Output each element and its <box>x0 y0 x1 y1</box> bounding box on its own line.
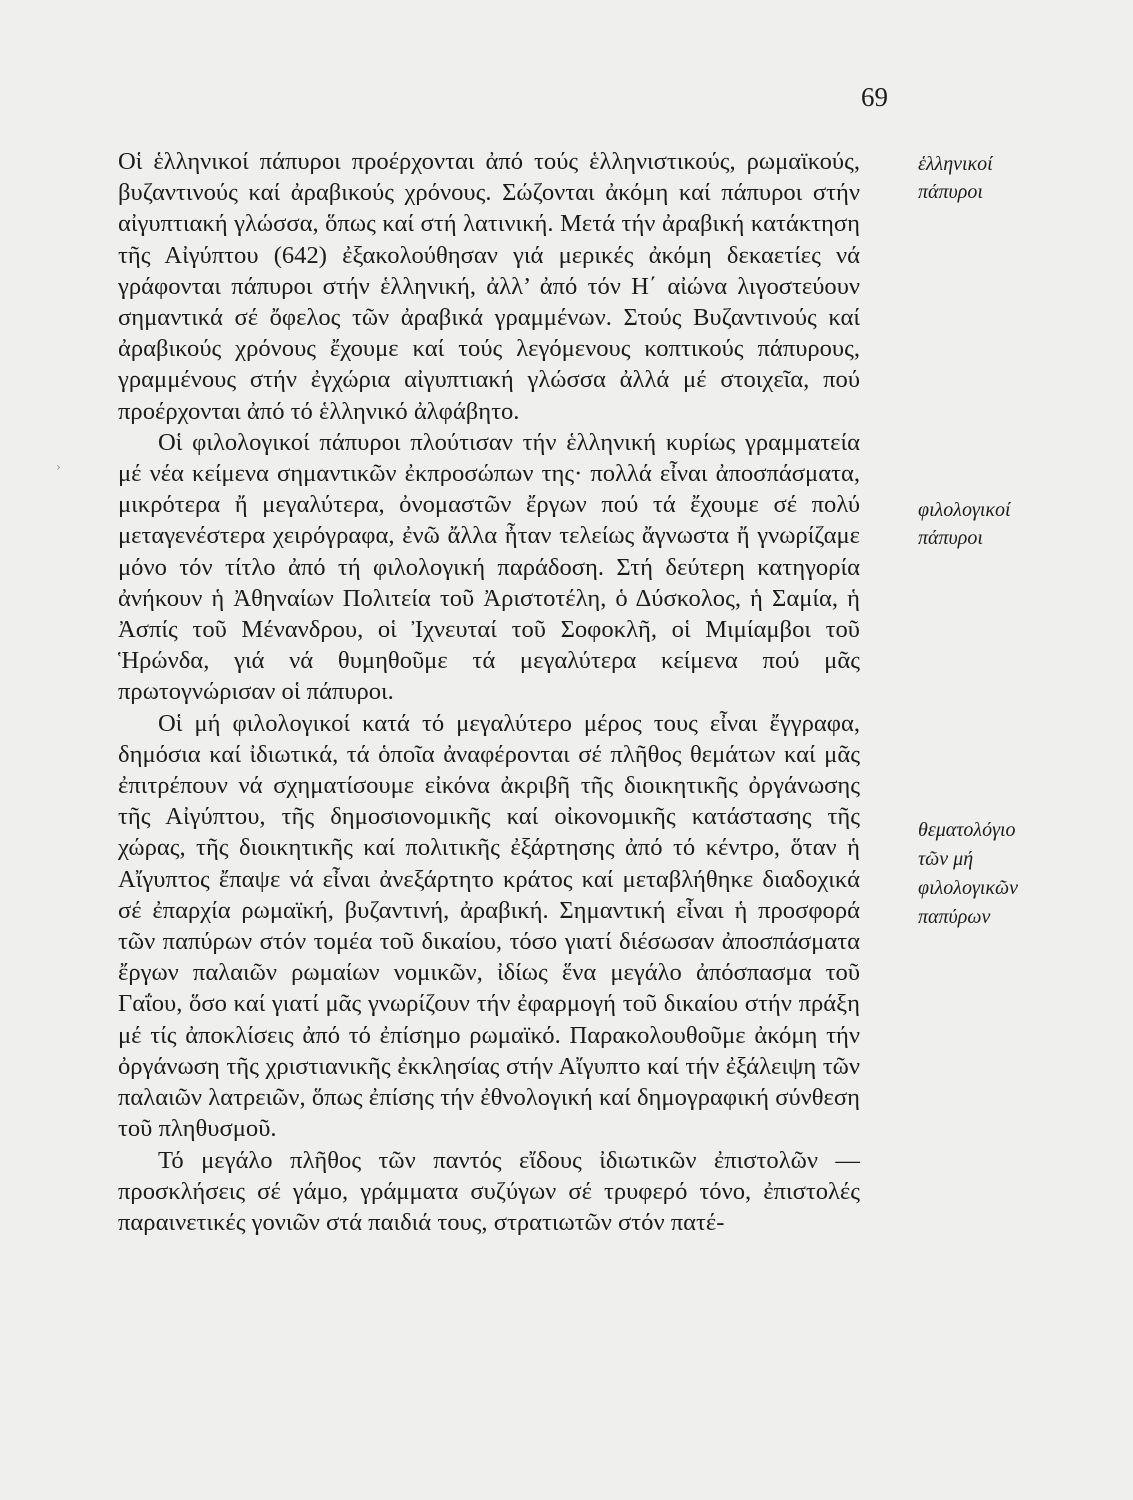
body-text <box>118 146 860 1238</box>
margin-note-line: πάπυροι <box>918 181 983 203</box>
page-number: 69 <box>861 82 888 112</box>
margin-note-greek-papyri <box>918 150 1098 206</box>
margin-note-literary-papyri <box>918 496 1098 552</box>
paragraph: Οἱ ἑλληνικοί πάπυροι προέρχονται ἀπό τούς ἑλληνιστικούς, ρωμαϊκούς, βυζαντινούς καί ἀραβικούς χρόνους. Σώζονται ἀκόμη καί πάπυροι στήν αἰγυπτιακή γλώσσα, ὅπως καί στή λατινική. Μετά τήν ἀραβική κατάκτηση τῆς Αἰγύπτου (642) ἐξακολούθησαν γιά μερικές ἀκόμη δεκαετίες νά γράφονται πάπυροι στήν ἑλληνική, ἀλλ’ ἀπό τόν Η΄ αἰώνα λιγοστεύουν σημαντικά σέ ὄφελος τῶν ἀραβικά γραμμένων. Στούς Βυζαντινούς καί ἀραβικούς χρόνους ἔχουμε καί τούς λεγόμενους κοπτικούς πάπυρους, γραμμένους στήν ἐγχώρια αἰγυπτιακή γλώσσα ἀλλά μέ στοιχεῖα, πού προέρχονται ἀπό τό ἑλληνικό ἀλφάβητο. <box>118 148 860 425</box>
paragraph: Τό μεγάλο πλῆθος τῶν παντός εἴδους ἰδιωτικῶν ἐπιστολῶν — προσκλήσεις σέ γάμο, γράμματα συζύγων σέ τρυφερό τόνο, ἐπιστολές παραινετικές γονιῶν στά παιδιά τους, στρατιωτῶν στόν πατέ- <box>118 1146 860 1236</box>
margin-note-non-literary-themes <box>918 816 1098 932</box>
margin-note-line: φιλολογικοί <box>918 499 1011 521</box>
margin-note-line: φιλολογικῶν <box>918 877 1018 899</box>
gutter-mark-icon: › <box>56 460 61 474</box>
margin-note-line: τῶν μή <box>918 848 974 870</box>
paragraph: Οἱ φιλολογικοί πάπυροι πλούτισαν τήν ἑλληνική κυρίως γραμματεία μέ νέα κείμενα σημαντικῶν ἐκπροσώπων της· πολλά εἶναι ἀποσπάσματα, μικρότερα ἤ μεγαλύτερα, ὀνομαστῶν ἔργων πού τά ἔχουμε σέ πολύ μεταγενέστερα χειρόγραφα, ἐνῶ ἄλλα ἦταν τελείως ἄγνωστα ἤ γνωρίζαμε μόνο τόν τίτλο ἀπό τή φιλολογική παράδοση. Στή δεύτερη κατηγορία ἀνήκουν ἡ Ἀθηναίων Πολιτεία τοῦ Ἀριστοτέλη, ὁ Δύσκολος, ἡ Σαμία, ἡ Ἀσπίς τοῦ Μένανδρου, οἱ Ἰχνευταί τοῦ Σοφοκλῆ, οἱ Μιμίαμβοι τοῦ Ἡρώνδα, γιά νά θυμηθοῦμε τά μεγαλύτερα κείμενα πού μᾶς πρωτογνώρισαν οἱ πάπυροι. <box>118 428 860 706</box>
margin-note-line: θεματολόγιο <box>918 819 1016 841</box>
margin-note-line: ἑλληνικοί <box>918 153 993 175</box>
paragraph: Οἱ μή φιλολογικοί κατά τό μεγαλύτερο μέρος τους εἶναι ἔγγραφα, δημόσια καί ἰδιωτικά, τά ὁποῖα ἀναφέρονται σέ πλῆθος θεμάτων καί μᾶς ἐπιτρέπουν νά σχηματίσουμε εἰκόνα ἀκριβῆ τῆς διοικητικῆς ὀργάνωσης τῆς Αἰγύπτου, τῆς δημοσιονομικῆς καί οἰκονομικῆς κατάστασης τῆς χώρας, τῆς διοικητικῆς καί πολιτικῆς ἐξάρτησης ἀπό τό κέντρο, ὅταν ἡ Αἴγυπτος ἔπαψε νά εἶναι ἀνεξάρτητο κράτος καί μεταβλήθηκε διαδοχικά σέ ἐπαρχία ρωμαϊκή, βυζαντινή, ἀραβική. Σημαντική εἶναι ἡ προσφορά τῶν παπύρων στόν τομέα τοῦ δικαίου, τόσο γιατί διέσωσαν ἀποσπάσματα ἔργων παλαιῶν ρωμαίων νομικῶν, ἰδίως ἕνα μεγάλο ἀπόσπασμα τοῦ Γαΐου, ὅσο καί γιατί μᾶς γνωρίζουν τήν ἐφαρμογή τοῦ δικαίου στήν πράξη μέ τίς ἀποκλίσεις ἀπό τό ἐπίσημο ρωμαϊκό. Παρακολουθοῦμε ἀκόμη τήν ὀργάνωση τῆς χριστιανικῆς ἐκκλησίας στήν Αἴγυπτο καί τήν ἐξάλειψη τῶν παλαιῶν λατρειῶν, ὅπως ἐπίσης τήν ἐθνολογική καί δημογραφική σύνθεση τοῦ πληθυσμοῦ. <box>118 709 860 1143</box>
margin-note-line: πάπυροι <box>918 527 983 549</box>
margin-note-line: παπύρων <box>918 906 991 928</box>
